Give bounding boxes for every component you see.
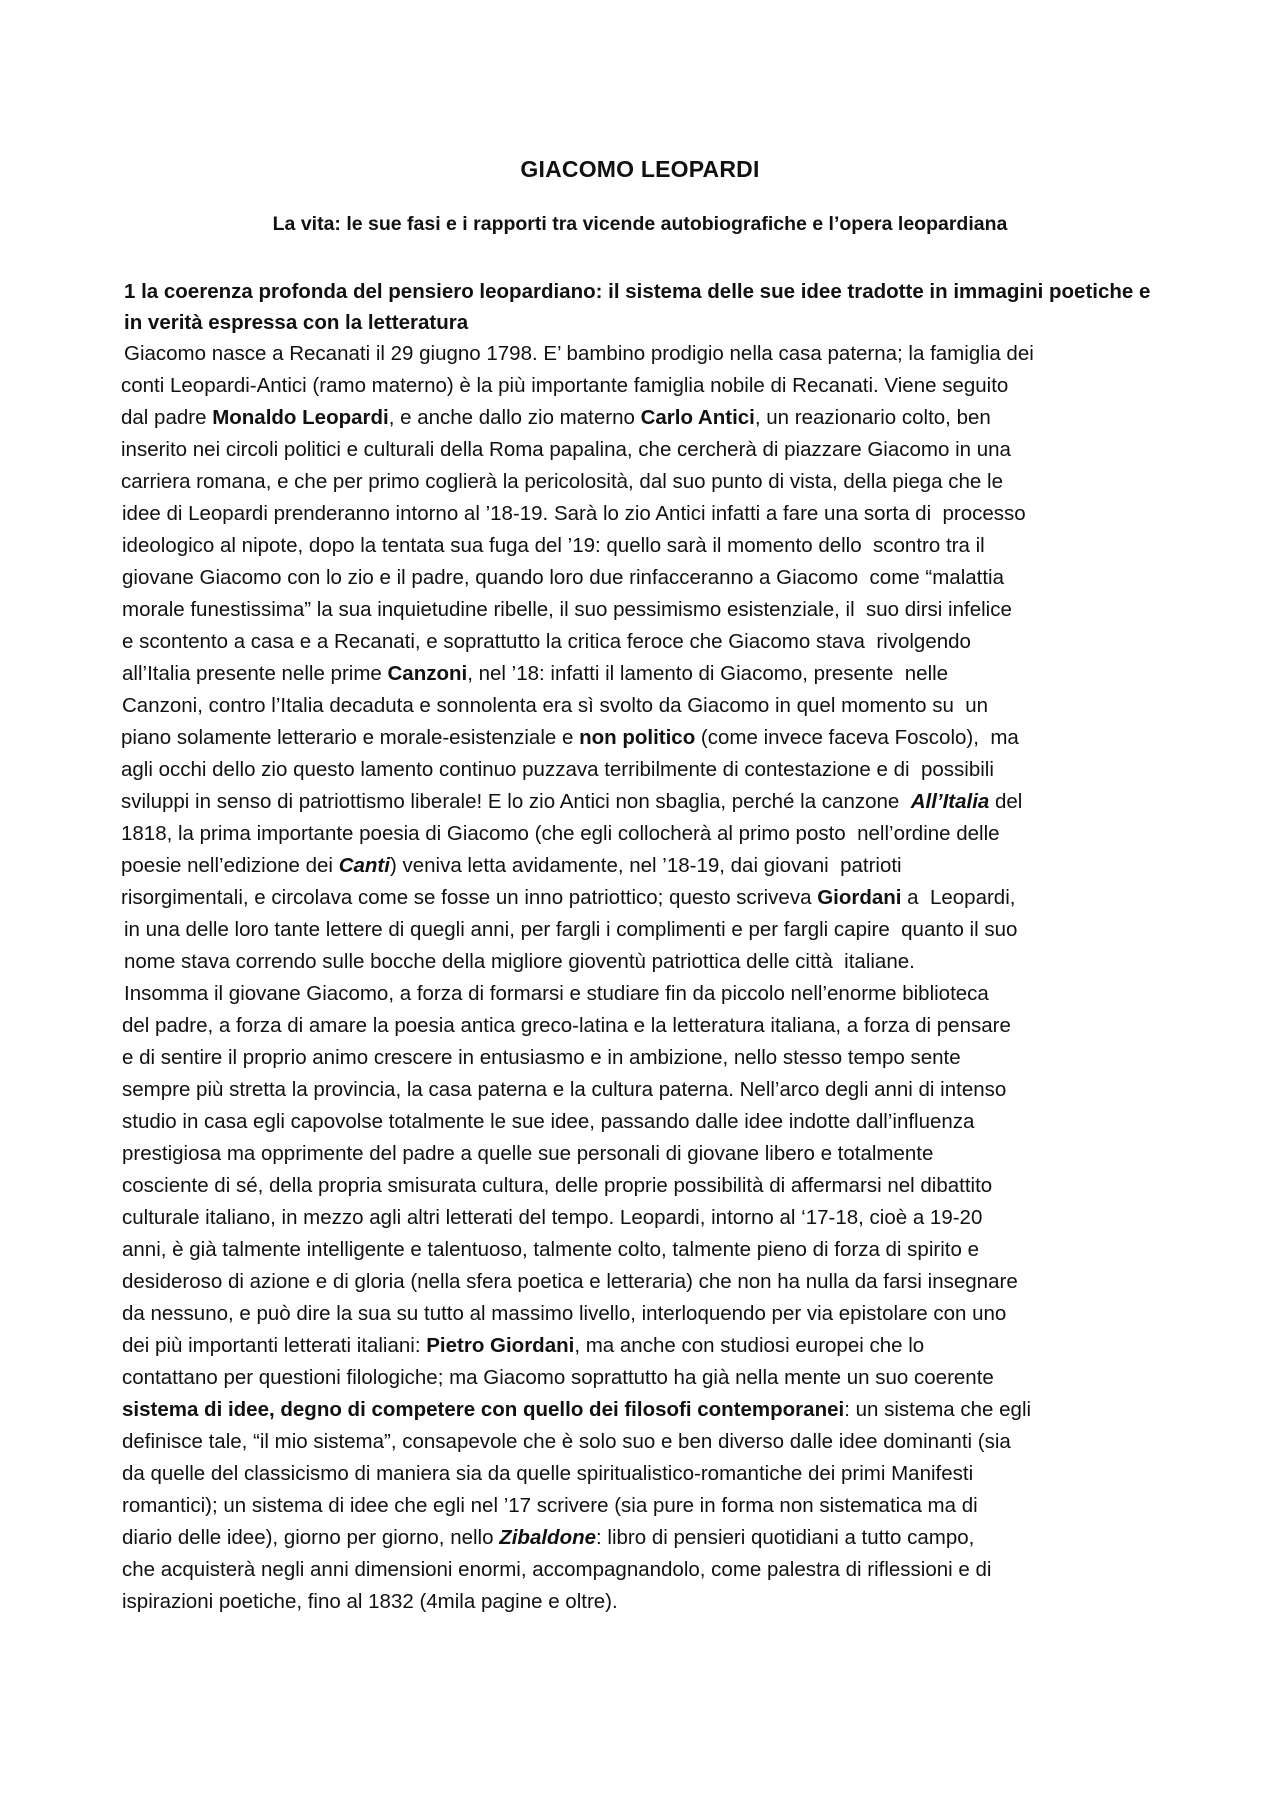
body-line [121, 786, 1022, 818]
body-line [122, 1394, 1031, 1426]
text-run: romantici); un sistema di idee che egli nel ’17 scrivere (sia pure in forma non sistematica ma di [122, 1494, 978, 1517]
body-line [121, 466, 1003, 498]
text-run: sviluppi in senso di patriottismo liberale! E lo zio Antici non sbaglia, perché la canzone [121, 790, 911, 813]
body-line [122, 530, 985, 562]
text-run: piano solamente letterario e morale-esistenziale e [121, 726, 580, 749]
body-line [124, 338, 1034, 370]
page-title: GIACOMO LEOPARDI [520, 156, 760, 182]
text-run: anni, è già talmente intelligente e talentuoso, talmente colto, talmente pieno di forza di spirito e [122, 1238, 979, 1261]
text-run: ) veniva letta avidamente, nel ’18-19, dai giovani patrioti [389, 854, 902, 877]
text-run: e scontento a casa e a Recanati, e soprattutto la critica feroce che Giacomo stava rivolgendo [122, 630, 971, 653]
body-line [122, 1330, 924, 1362]
text-run: , e anche dallo zio materno [388, 406, 641, 429]
text-run: che acquisterà negli anni dimensioni enormi, accompagnandolo, come palestra di riflessioni e di [122, 1558, 992, 1581]
body-line [122, 1106, 974, 1138]
text-run: carriera romana, e che per primo coglierà la pericolosità, dal suo punto di vista, della piega che le [121, 470, 1003, 493]
body-line [122, 1458, 973, 1490]
text-run: studio in casa egli capovolse totalmente le sue idee, passando dalle idee indotte dall’influenza [122, 1110, 975, 1133]
body-line [121, 818, 1000, 850]
page-subtitle: La vita: le sue fasi e i rapporti tra vicende autobiografiche e l’opera leopardiana [272, 213, 1008, 235]
text-run: ideologico al nipote, dopo la tentata sua fuga del ’19: quello sarà il momento dello scontro tra il [122, 534, 985, 557]
text-run: : libro di pensieri quotidiani a tutto campo, [596, 1526, 975, 1549]
text-run: idee di Leopardi prenderanno intorno al ’18-19. Sarà lo zio Antici infatti a fare una sorta di processo [122, 502, 1026, 525]
text-run: Giacomo nasce a Recanati il 29 giugno 1798. E’ bambino prodigio nella casa paterna; la famiglia dei [124, 342, 1034, 365]
text-run: 1818, la prima importante poesia di Giacomo (che egli collocherà al primo posto nell’ordine delle [121, 822, 1000, 845]
section-heading: 1 la coerenza profonda del pensiero leopardiano: il sistema delle sue idee tradotte in immagini poetiche e in verità espressa con la letteratura [124, 280, 1151, 334]
body-line [122, 1362, 994, 1394]
bold-text: non politico [579, 726, 696, 749]
body-line [122, 1234, 979, 1266]
text-run: giovane Giacomo con lo zio e il padre, quando loro due rinfacceranno a Giacomo come “malattia [122, 566, 1004, 589]
text-run: , un reazionario colto, ben [754, 406, 991, 429]
body-line [122, 658, 948, 690]
body-line [122, 1490, 978, 1522]
body-line [121, 722, 1019, 754]
text-run: cosciente di sé, della propria smisurata cultura, delle proprie possibilità di affermarsi nel dibattito [122, 1174, 993, 1197]
text-run: conti Leopardi-Antici (ramo materno) è la più importante famiglia nobile di Recanati. Viene seguito [121, 374, 1009, 397]
body-line [122, 1042, 961, 1074]
text-run: prestigiosa ma opprimente del padre a quelle sue personali di giovane libero e totalmente [122, 1142, 934, 1165]
text-run: a Leopardi, [901, 886, 1016, 909]
text-run: dei più importanti letterati italiani: [122, 1334, 427, 1357]
body-line [121, 882, 1015, 914]
bold-italic-title: All’Italia [910, 790, 990, 813]
body-line [122, 1266, 1018, 1298]
text-run: inserito nei circoli politici e culturali della Roma papalina, che cercherà di piazzare Giacomo in una [121, 438, 1011, 461]
body-line [122, 690, 988, 722]
text-run: Insomma il giovane Giacomo, a forza di formarsi e studiare fin da piccolo nell’enorme biblioteca [124, 982, 989, 1005]
body-line [122, 1202, 982, 1234]
text-run: in una delle loro tante lettere di quegli anni, per fargli i complimenti e per fargli capire quanto il suo [124, 918, 1018, 941]
text-run: definisce tale, “il mio sistema”, consapevole che è solo suo e ben diverso dalle idee dominanti (sia [122, 1430, 1011, 1453]
text-run: da nessuno, e può dire la sua su tutto al massimo livello, interloquendo per via epistolare con uno [122, 1302, 1007, 1325]
text-run: nome stava correndo sulle bocche della migliore gioventù patriottica delle città italiane. [124, 950, 915, 973]
body-line [122, 1138, 933, 1170]
body-line [121, 754, 994, 786]
text-run: : un sistema che egli [844, 1398, 1032, 1421]
bold-text: Monaldo Leopardi [212, 406, 389, 429]
body-line [121, 402, 991, 434]
text-run: morale funestissima” la sua inquietudine ribelle, il suo pessimismo esistenziale, il suo dirsi infelice [122, 598, 1012, 621]
text-run: ispirazioni poetiche, fino al 1832 (4mila pagine e oltre). [122, 1590, 618, 1613]
bold-italic-title: Zibaldone [499, 1526, 597, 1549]
text-run: Canzoni, contro l’Italia decaduta e sonnolenta era sì svolto da Giacomo in quel momento su un [122, 694, 989, 717]
body-line [122, 1586, 618, 1618]
text-run: agli occhi dello zio questo lamento continuo puzzava terribilmente di contestazione e di possibili [121, 758, 994, 781]
bold-text: Carlo Antici [640, 406, 755, 429]
body-line [124, 914, 1017, 946]
bold-text: Pietro Giordani [426, 1334, 575, 1357]
text-run: poesie nell’edizione dei [121, 854, 339, 877]
text-run: del padre, a forza di amare la poesia antica greco-latina e la letteratura italiana, a forza di pensare [122, 1014, 1011, 1037]
body-line [121, 434, 1011, 466]
body-line [121, 370, 1008, 402]
text-run: diario delle idee), giorno per giorno, nello [122, 1526, 500, 1549]
body-line [122, 594, 1012, 626]
text-run: , ma anche con studiosi europei che lo [574, 1334, 925, 1357]
body-line [124, 978, 989, 1010]
text-run: risorgimentali, e circolava come se fosse un inno patriottico; questo scriveva [121, 886, 818, 909]
text-run: contattano per questioni filologiche; ma Giacomo soprattutto ha già nella mente un suo coerente [122, 1366, 994, 1389]
text-run: all’Italia presente nelle prime [122, 662, 388, 685]
text-run: desideroso di azione e di gloria (nella sfera poetica e letteraria) che non ha nulla da farsi insegnare [122, 1270, 1018, 1293]
bold-italic-title: Canti [338, 854, 390, 877]
body-line [122, 1010, 1011, 1042]
text-run: culturale italiano, in mezzo agli altri letterati del tempo. Leopardi, intorno al ‘17-18, cioè a 19-20 [122, 1206, 983, 1229]
body-line [122, 1298, 1006, 1330]
text-run: sempre più stretta la provincia, la casa paterna e la cultura paterna. Nell’arco degli anni di intenso [122, 1078, 1007, 1101]
body-line [122, 562, 1004, 594]
text-run: e di sentire il proprio animo crescere in entusiasmo e in ambizione, nello stesso tempo sente [122, 1046, 961, 1069]
bold-text: sistema di idee, degno di competere con quello dei filosofi contemporanei [122, 1398, 845, 1421]
bold-text: Giordani [817, 886, 902, 909]
text-run: dal padre [121, 406, 213, 429]
text-run: da quelle del classicismo di maniera sia da quelle spiritualistico-romantiche dei primi Manifesti [122, 1462, 974, 1485]
body-line [122, 498, 1026, 530]
bold-text: Canzoni [387, 662, 468, 685]
body-line [122, 1426, 1011, 1458]
text-run: (come invece faceva Foscolo), ma [695, 726, 1019, 749]
body-line [122, 626, 971, 658]
body-line [122, 1074, 1006, 1106]
body-line [121, 850, 902, 882]
body-line [122, 1554, 991, 1586]
body-line [124, 946, 915, 978]
text-run: , nel ’18: infatti il lamento di Giacomo, presente nelle [467, 662, 949, 685]
text-run: del [989, 790, 1023, 813]
body-line [122, 1170, 992, 1202]
body-line [122, 1522, 974, 1554]
